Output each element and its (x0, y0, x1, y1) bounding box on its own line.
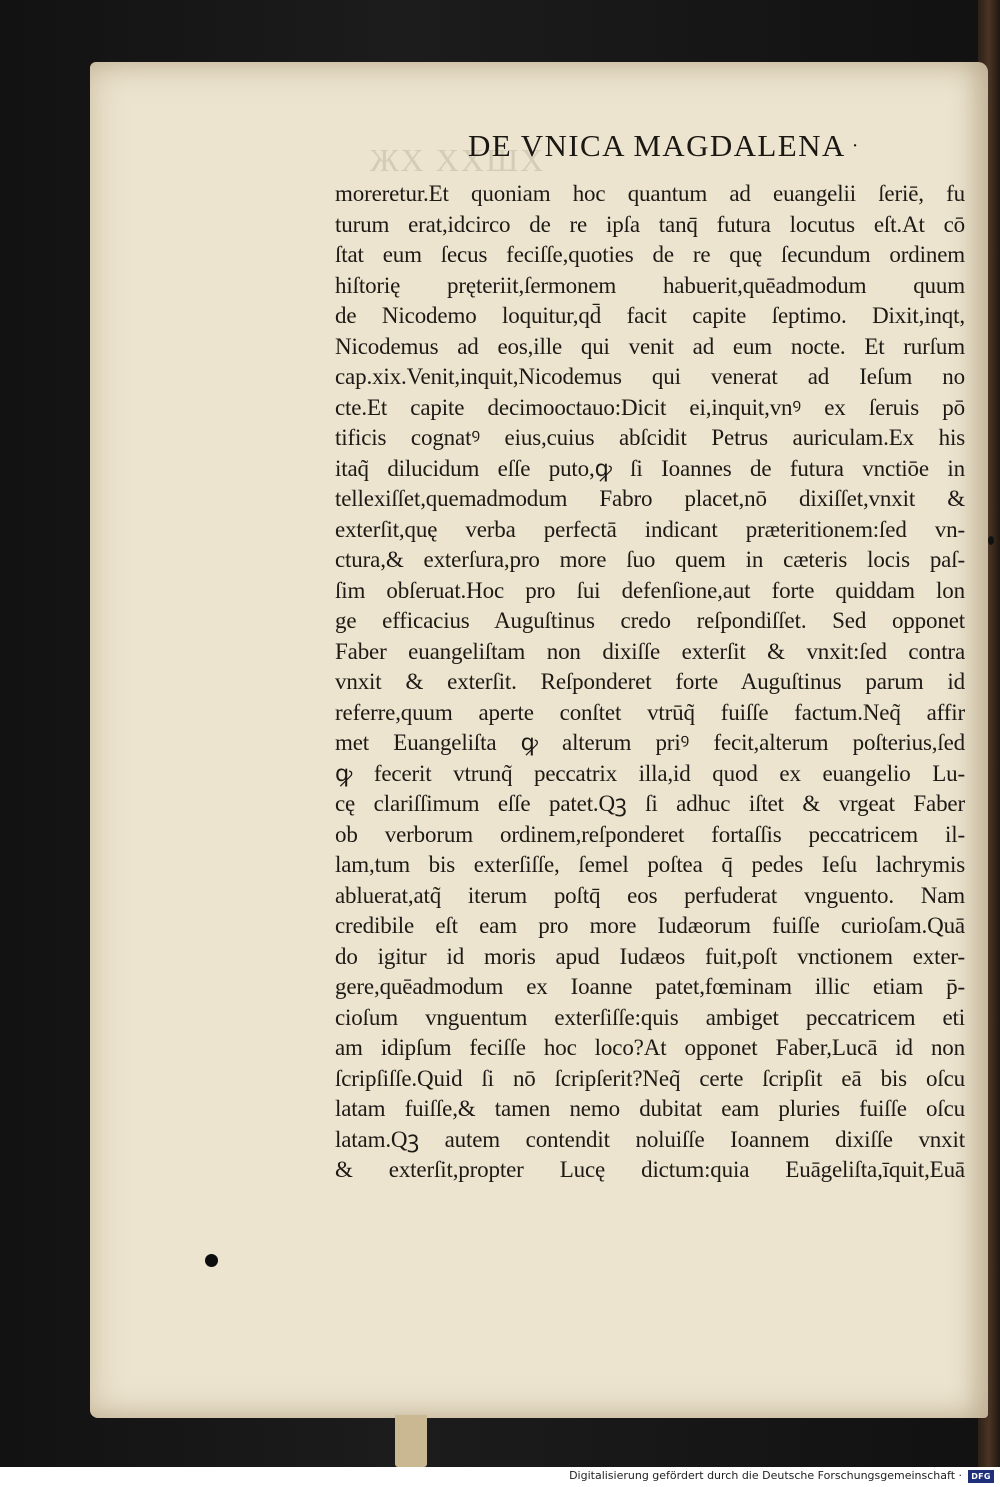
dfg-logo: DFG (968, 1470, 994, 1483)
footer-credit: Digitalisierung gefördert durch die Deutsche Forschungsgemeinschaft · (569, 1469, 962, 1482)
page-header (90, 128, 988, 172)
text-line: ſim obſeruat.Hoc pro ſui defenſione,aut forte quiddam lon (335, 577, 965, 603)
text-line: moreretur.Et quoniam hoc quantum ad euangelii ſeriē, fu (335, 181, 965, 206)
text-line: gere,quēadmodum ex Ioanne patet,fœminam illic etiam p̄- (335, 974, 965, 999)
text-line: itaq̃ dilucidum eſſe puto,ꝙ ſi Ioannes de futura vnctiōe in (335, 455, 965, 481)
text-line: ꝙ fecerit vtrunq̃ peccatrix illa,id quod ex euangelio Lu- (335, 760, 965, 786)
text-line: ge efficacius Auguſtinus credo reſpondiſſet. Sed opponet (335, 608, 965, 633)
text-line: ob verborum ordinem,reſponderet fortaſſis peccatricem il- (335, 821, 965, 847)
text-line: hiſtorię pręteriit,ſermonem habuerit,quēadmodum quum (335, 272, 965, 298)
text-line: turum erat,idcirco de re ipſa tanq̄ futura locutus eſt.At cō (335, 211, 965, 237)
text-line: latam.Qꝫ autem contendit noluiſſe Ioannem dixiſſe vnxit (335, 1126, 965, 1152)
text-line: Faber euangeliſtam non dixiſſe exterſit & vnxit:ſed contra (335, 638, 965, 664)
footer-bar (0, 1467, 1000, 1487)
text-line: abluerat,atq̃ iterum poſtq̄ eos perfuderat vnguento. Nam (335, 882, 965, 908)
text-line: met Euangeliſta ꝙ alterum priꝰ fecit,alterum poſterius,ſed (335, 730, 965, 755)
text-line: cę clariſſimum eſſe patet.Qꝫ ſi adhuc iſtet & vrgeat Faber (335, 791, 965, 816)
ink-dot-small (988, 536, 994, 545)
show-through-text: ЖХ ХХШХ (370, 142, 546, 178)
text-line: am idipſum feciſſe hoc loco?At opponet Faber,Lucā id non (335, 1035, 965, 1060)
text-line: cap.xix.Venit,inquit,Nicodemus qui venerat ad Ieſum no (335, 364, 965, 389)
running-title: DE VNICA MAGDALENA · (468, 128, 860, 163)
text-line: referre,quum aperte conſtet vtrūq̃ fuiſſe factum.Neq̃ affir (335, 699, 965, 725)
text-line: tificis cognatꝰ eius,cuius abſcidit Petrus auriculam.Ex his (335, 425, 965, 450)
text-line: ſcripſiſſe.Quid ſi nō ſcripſerit?Neq̃ certe ſcripſit eā bis oſcu (335, 1065, 965, 1091)
text-line: latam fuiſſe,& tamen nemo dubitat eam pluries fuiſſe oſcu (335, 1096, 965, 1121)
text-line: do igitur id moris apud Iudæos fuit,poſt vnctionem exter- (335, 943, 965, 969)
text-line: Nicodemus ad eos,ille qui venit ad eum nocte. Et rurſum (335, 333, 965, 359)
body-text (335, 179, 965, 1186)
text-line: tellexiſſet,quemadmodum Fabro placet,nō dixiſſet,vnxit & (335, 486, 965, 511)
text-line: & exterſit,propter Lucę dictum:quia Euāgeliſta,īquit,Euā (335, 1157, 965, 1182)
text-line: cioſum vnguentum exterſiſſe:quis ambiget peccatricem eti (335, 1004, 965, 1030)
text-line: lam,tum bis exterſiſſe, ſemel poſtea q̄ pedes Ieſu lachrymis (335, 852, 965, 877)
ink-dot (205, 1254, 218, 1267)
text-line: de Nicodemo loquitur,qd̄ facit capite ſeptimo. Dixit,inqt, (335, 303, 965, 328)
text-line: ſtat eum ſecus feciſſe,quoties de re quę ſecundum ordinem (335, 242, 965, 267)
text-line: credibile eſt eam pro more Iudæorum fuiſſe curioſam.Quā (335, 913, 965, 938)
book-page (90, 62, 988, 1418)
text-line: ctura,& exterſura,pro more ſuo quem in cæteris locis paſ- (335, 547, 965, 572)
text-line: cte.Et capite decimooctauo:Dicit ei,inquit,vnꝰ ex ſeruis pō (335, 394, 965, 420)
paper-tab (395, 1415, 427, 1467)
text-line: vnxit & exterſit. Reſponderet forte Auguſtinus parum id (335, 669, 965, 694)
text-line: exterſit,quę verba perfectā indicant præteritionem:ſed vn- (335, 516, 965, 542)
